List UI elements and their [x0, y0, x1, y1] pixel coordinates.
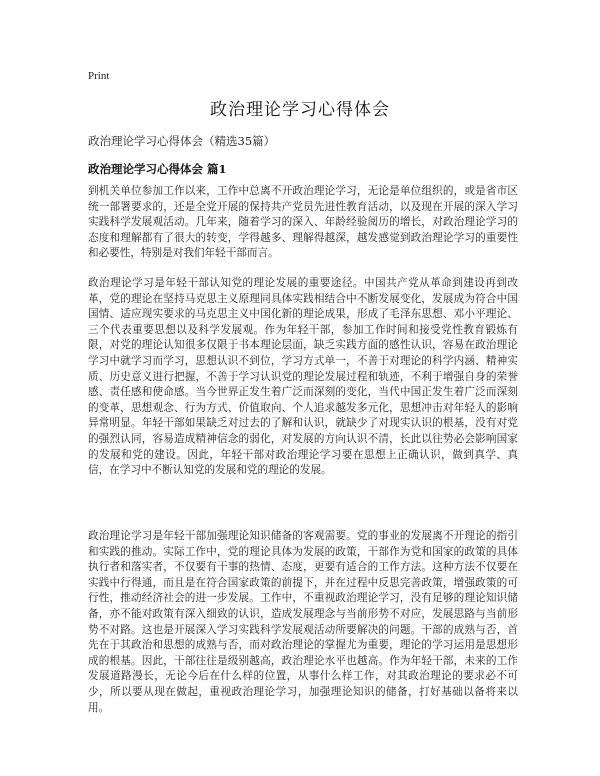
paragraph-1: 到机关单位参加工作以来，工作中总离不开政治理论学习，无论是单位组织的，或是省市区统一部署要求的，还是全党开展的保持共产党员先进性教育活动，以及现在开展的深入学习实践科学发展观活动。几年来，随着学习的深入、年龄经验阅历的增长，对政治理论学习的态度和理解都有了很大的转变，学得越多、理解得越深，越发感觉到政治理论学习的重要性和必要性，特别是对我们年轻干部而言。	[88, 185, 518, 260]
paragraph-2: 政治理论学习是年轻干部认知党的理论发展的重要途径。中国共产党从革命到建设再到改革，党的理论在坚持马克思主义原理同具体实践相结合中不断发展变化，发展成为符合中国国情、适应现实要求的马克思主义中国化新的理论成果，形成了毛泽东思想、邓小平理论、三个代表重要思想以及科学发展观。作为年轻干部，参加工作时间和接受党性教育锻炼有限，对党的理论认知很多仅限于书本理论层面，缺乏实践方面的感性认识，容易在政治理论学习中就学习而学习，思想认识不到位，学习方式单一，不善于对理论的科学内涵、精神实质、历史意义进行把握，不善于学习认识党的理论发展过程和轨迹，不利于增强自身的荣誉感、责任感和使命感。当今世界正发生着广泛而深刻的变化，当代中国正发生着广泛而深刻的变革，思想观念、行为方式、价值取向、个人追求越发多元化，思想冲击对年轻人的影响异常明显。年轻干部如果缺乏对过去的了解和认识，就缺少了对现实认识的根基，没有对党的强烈认同，容易造成精神信念的弱化，对发展的方向认识不清，长此以往势必会影响国家的发展和党的建设。因此，年轻干部对政治理论学习要在思想上正确认识，做到真学、真信，在学习中不断认知党的发展和党的理论的发展。	[88, 277, 518, 477]
section-heading: 政治理论学习心得体会 篇1	[88, 162, 227, 176]
print-link[interactable]: Print	[88, 70, 110, 82]
document-title: 政治理论学习心得体会	[210, 100, 390, 120]
document-subtitle: 政治理论学习心得体会（精选35篇）	[88, 134, 276, 148]
paragraph-3: 政治理论学习是年轻干部加强理论知识储备的客观需要。党的事业的发展离不开理论的指引和实践的推动。实际工作中，党的理论具体为发展的政策，干部作为党和国家的政策的具体执行者和落实者，不仅要有干事的热情、态度，更要有适合的工作方法。这种方法不仅要在实践中行得通，而且是在符合国家政策的前提下，并在过程中反思完善政策，增强政策的可行性，推动经济社会的进一步发展。工作中，不重视政治理论学习，没有足够的理论知识储备，亦不能对政策有深入细致的认识，造成发展理念与当前形势不对应，发展思路与当前形势不对路。这也是开展深入学习实践科学发展观活动所要解决的问题。干部的成熟与否，首先在于其政治和思想的成熟与否，而对政治理论的掌握尤为重要，理论的学习运用是思想形成的根基。因此，干部往往是级别越高，政治理论水平也越高。作为年轻干部，未来的工作发展道路漫长，无论今后在什么样的位置，从事什么样工作，对其政治理论的要求必不可少，所以要从现在做起，重视政治理论学习，加强理论知识的储备，打好基础以备将来以用。	[88, 530, 518, 714]
